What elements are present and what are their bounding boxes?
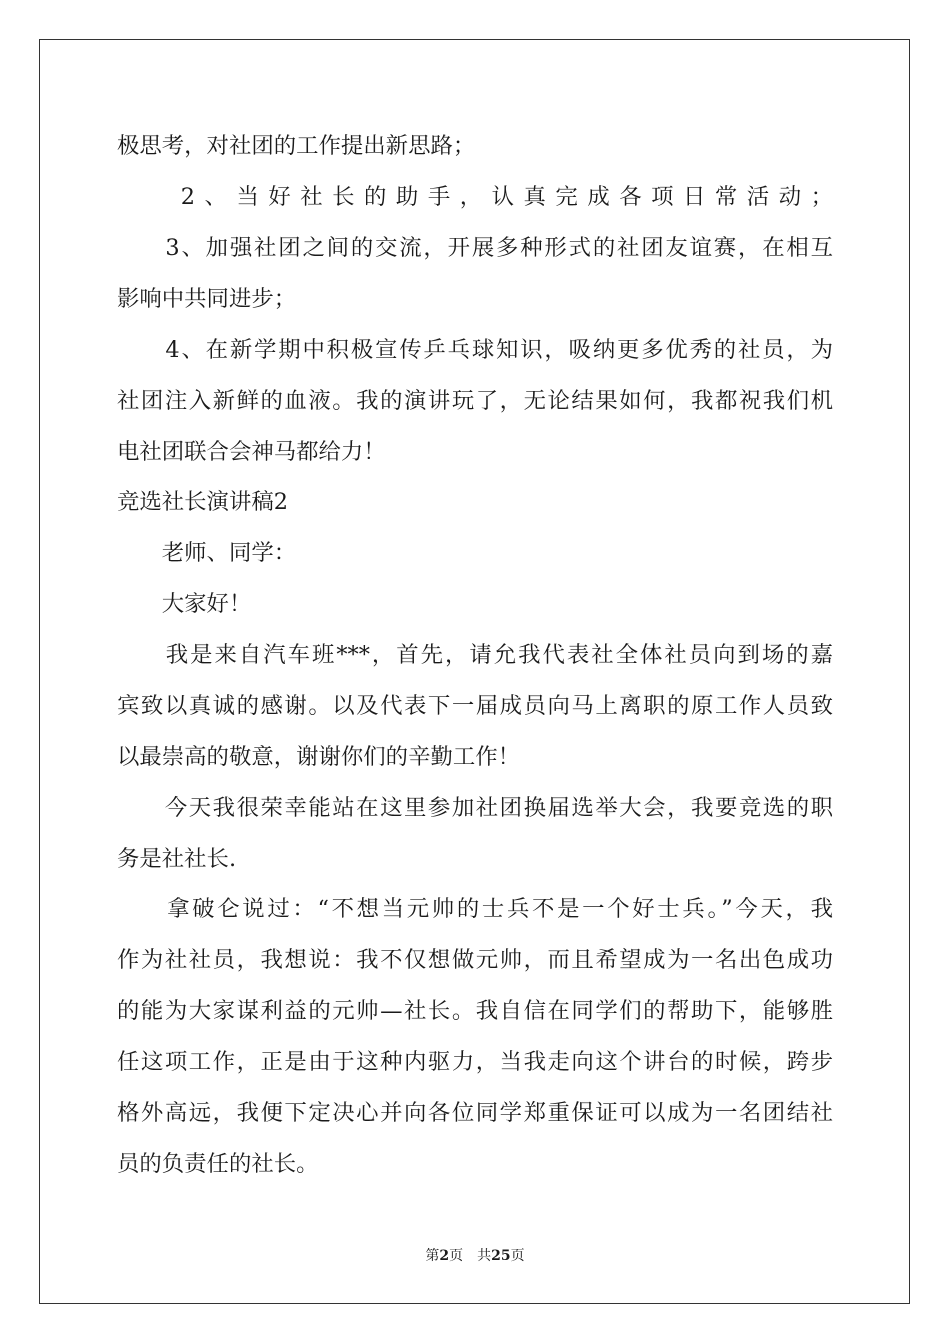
text-line: 我是来自汽车班***，首先，请允我代表社全体社员向到场的嘉 <box>117 642 833 668</box>
text-line: 2、当好社长的助手，认真完成各项日常活动； <box>117 184 833 210</box>
text-line: 任这项工作，正是由于这种内驱力，当我走向这个讲台的时候，跨步 <box>117 1049 833 1075</box>
text-line: 格外高远，我便下定决心并向各位同学郑重保证可以成为一名团结社 <box>117 1100 833 1126</box>
text-line: 4、在新学期中积极宣传乒乓球知识，吸纳更多优秀的社员，为 <box>117 337 833 363</box>
text-line: 社团注入新鲜的血液。我的演讲玩了，无论结果如何，我都祝我们机 <box>117 388 833 414</box>
footer-suffix: 页 <box>510 1248 525 1264</box>
text-line: 大家好！ <box>117 591 252 617</box>
footer-mid: 页 共 <box>449 1248 492 1264</box>
text-line: 老师、同学： <box>117 540 297 566</box>
section-heading: 竞选社长演讲稿2 <box>117 489 288 515</box>
footer-prefix: 第 <box>425 1248 440 1264</box>
text-line: 务是社社长. <box>117 846 237 872</box>
text-line: 电社团联合会神马都给力！ <box>117 439 386 465</box>
text-line: 的能为大家谋利益的元帅—社长。我自信在同学们的帮助下，能够胜 <box>117 998 833 1024</box>
footer-page-number: 2 <box>439 1248 450 1264</box>
text-line: 影响中共同进步； <box>117 286 297 312</box>
text-line: 作为社社员，我想说：我不仅想做元帅，而且希望成为一名出色成功 <box>117 947 833 973</box>
text-line: 今天我很荣幸能站在这里参加社团换届选举大会，我要竞选的职 <box>117 795 833 821</box>
text-line: 员的负责任的社长。 <box>117 1151 319 1177</box>
text-line: 3、加强社团之间的交流，开展多种形式的社团友谊赛，在相互 <box>117 235 833 261</box>
text-line: 极思考，对社团的工作提出新思路； <box>117 133 476 159</box>
footer-total-pages: 25 <box>491 1248 511 1264</box>
text-line: 宾致以真诚的感谢。以及代表下一届成员向马上离职的原工作人员致 <box>117 693 833 719</box>
page-footer <box>0 1246 950 1266</box>
text-line: 拿破仑说过：“不想当元帅的士兵不是一个好士兵。”今天，我 <box>117 896 833 922</box>
text-line: 以最崇高的敬意，谢谢你们的辛勤工作！ <box>117 744 521 770</box>
